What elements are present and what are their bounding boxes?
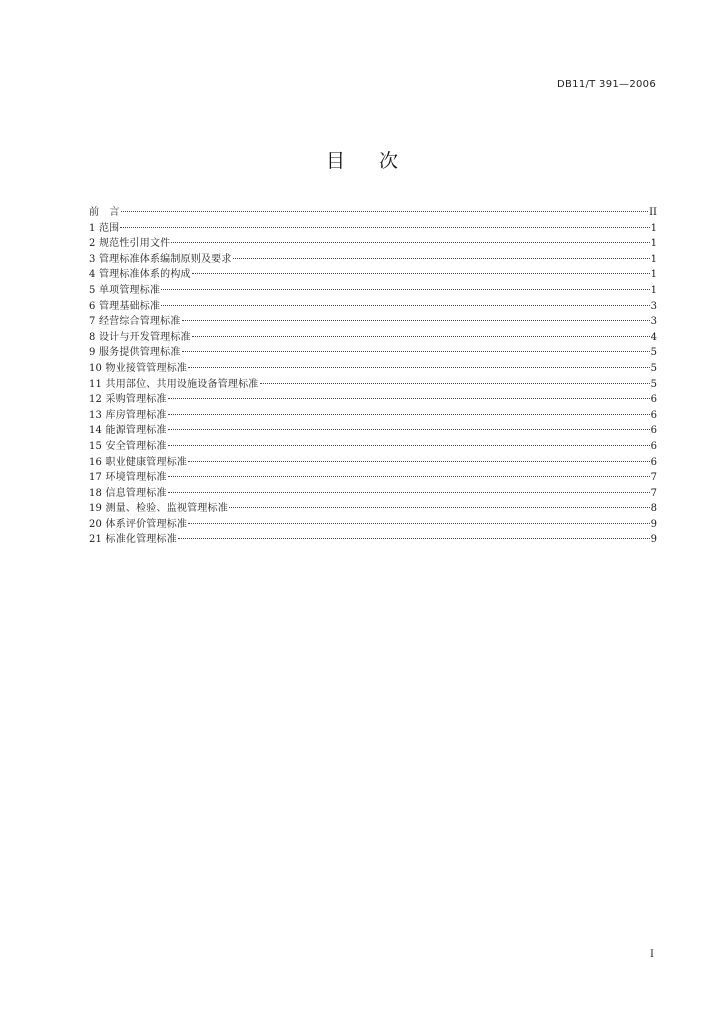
toc-entry[interactable] (89, 377, 657, 393)
toc-entry[interactable] (89, 283, 657, 299)
toc-entry-label: 7 经营综合管理标准 (89, 316, 181, 328)
toc-entry-page: 8 (650, 503, 657, 515)
toc-dot-leader (229, 507, 650, 508)
toc-entry-label: 11 共用部位、共用设施设备管理标准 (89, 378, 259, 390)
toc-dot-leader (182, 351, 650, 352)
toc-entry[interactable] (89, 532, 657, 548)
toc-dot-leader (168, 476, 650, 477)
toc-dot-leader (168, 398, 650, 399)
toc-dot-leader (188, 523, 650, 524)
table-of-contents (89, 205, 657, 548)
toc-entry-label: 19 测量、检验、监视管理标准 (89, 503, 228, 515)
toc-entry-page: 9 (650, 534, 657, 546)
toc-entry-page: 6 (650, 456, 657, 468)
toc-dot-leader (168, 445, 650, 446)
toc-dot-leader (168, 414, 650, 415)
toc-dot-leader (192, 336, 650, 337)
toc-entry-label: 14 能源管理标准 (89, 425, 167, 437)
toc-entry-page: II (649, 207, 657, 218)
toc-dot-leader (161, 305, 649, 306)
toc-entry-label: 17 环境管理标准 (89, 472, 167, 484)
toc-entry-page: 1 (650, 269, 657, 281)
toc-entry[interactable] (89, 439, 657, 455)
toc-entry[interactable] (89, 345, 657, 361)
document-code: DB11/T 391—2006 (557, 79, 656, 90)
toc-dot-leader (260, 383, 650, 384)
toc-dot-leader (161, 289, 649, 290)
toc-entry-page: 5 (650, 378, 657, 390)
toc-entry-label: 1 范围 (89, 222, 120, 234)
toc-entry-page: 4 (650, 331, 657, 343)
toc-entry[interactable] (89, 299, 657, 315)
toc-entry-label: 13 库房管理标准 (89, 409, 167, 421)
page-title: 目 次 (325, 150, 413, 172)
toc-dot-leader (188, 461, 650, 462)
toc-dot-leader (182, 320, 650, 321)
toc-entry-page: 1 (650, 253, 657, 265)
toc-entry-label: 3 管理标准体系编制原则及要求 (89, 253, 232, 265)
toc-entry-page: 1 (650, 222, 657, 234)
toc-entry[interactable] (89, 314, 657, 330)
toc-entry-page: 7 (650, 487, 657, 499)
toc-entry-page: 3 (650, 316, 657, 328)
toc-entry[interactable] (89, 221, 657, 237)
page-number: I (650, 949, 654, 960)
toc-entry-label: 9 服务提供管理标准 (89, 347, 181, 359)
toc-entry-label: 2 规范性引用文件 (89, 238, 171, 250)
toc-entry-label: 18 信息管理标准 (89, 487, 167, 499)
toc-dot-leader (120, 227, 649, 228)
toc-entry-page: 1 (650, 238, 657, 250)
toc-entry[interactable] (89, 517, 657, 533)
toc-entry[interactable] (89, 455, 657, 471)
toc-entry-label: 前 言 (89, 207, 120, 218)
toc-entry-label: 16 职业健康管理标准 (89, 456, 188, 468)
toc-entry[interactable] (89, 408, 657, 424)
toc-dot-leader (233, 258, 650, 259)
toc-entry[interactable] (89, 423, 657, 439)
toc-dot-leader (168, 429, 650, 430)
toc-dot-leader (188, 367, 650, 368)
toc-entry[interactable] (89, 236, 657, 252)
toc-entry-page: 6 (650, 409, 657, 421)
toc-dot-leader (192, 273, 650, 274)
toc-entry-label: 21 标准化管理标准 (89, 534, 177, 546)
toc-entry-label: 15 安全管理标准 (89, 440, 167, 452)
toc-entry-page: 6 (650, 394, 657, 406)
toc-entry[interactable] (89, 470, 657, 486)
toc-entry-page: 6 (650, 440, 657, 452)
toc-entry[interactable] (89, 392, 657, 408)
toc-entry[interactable] (89, 252, 657, 268)
toc-dot-leader (178, 538, 650, 539)
toc-entry[interactable] (89, 205, 657, 221)
toc-dot-leader (171, 242, 649, 243)
toc-entry[interactable] (89, 361, 657, 377)
toc-entry-label: 8 设计与开发管理标准 (89, 331, 191, 343)
toc-entry-page: 5 (650, 362, 657, 374)
toc-entry-label: 12 采购管理标准 (89, 394, 167, 406)
toc-entry-label: 5 单项管理标准 (89, 284, 161, 296)
toc-entry-page: 3 (650, 300, 657, 312)
toc-entry-label: 10 物业接管管理标准 (89, 362, 188, 374)
toc-entry[interactable] (89, 486, 657, 502)
toc-entry-page: 7 (650, 472, 657, 484)
toc-entry[interactable] (89, 501, 657, 517)
toc-entry-page: 9 (650, 518, 657, 530)
toc-entry[interactable] (89, 267, 657, 283)
toc-entry-label: 20 体系评价管理标准 (89, 518, 188, 530)
toc-entry-page: 1 (650, 284, 657, 296)
toc-entry-label: 6 管理基础标准 (89, 300, 161, 312)
toc-entry-page: 6 (650, 425, 657, 437)
toc-entry-page: 5 (650, 347, 657, 359)
toc-dot-leader (168, 492, 650, 493)
toc-dot-leader (121, 211, 648, 212)
toc-entry[interactable] (89, 330, 657, 346)
toc-entry-label: 4 管理标准体系的构成 (89, 269, 191, 281)
